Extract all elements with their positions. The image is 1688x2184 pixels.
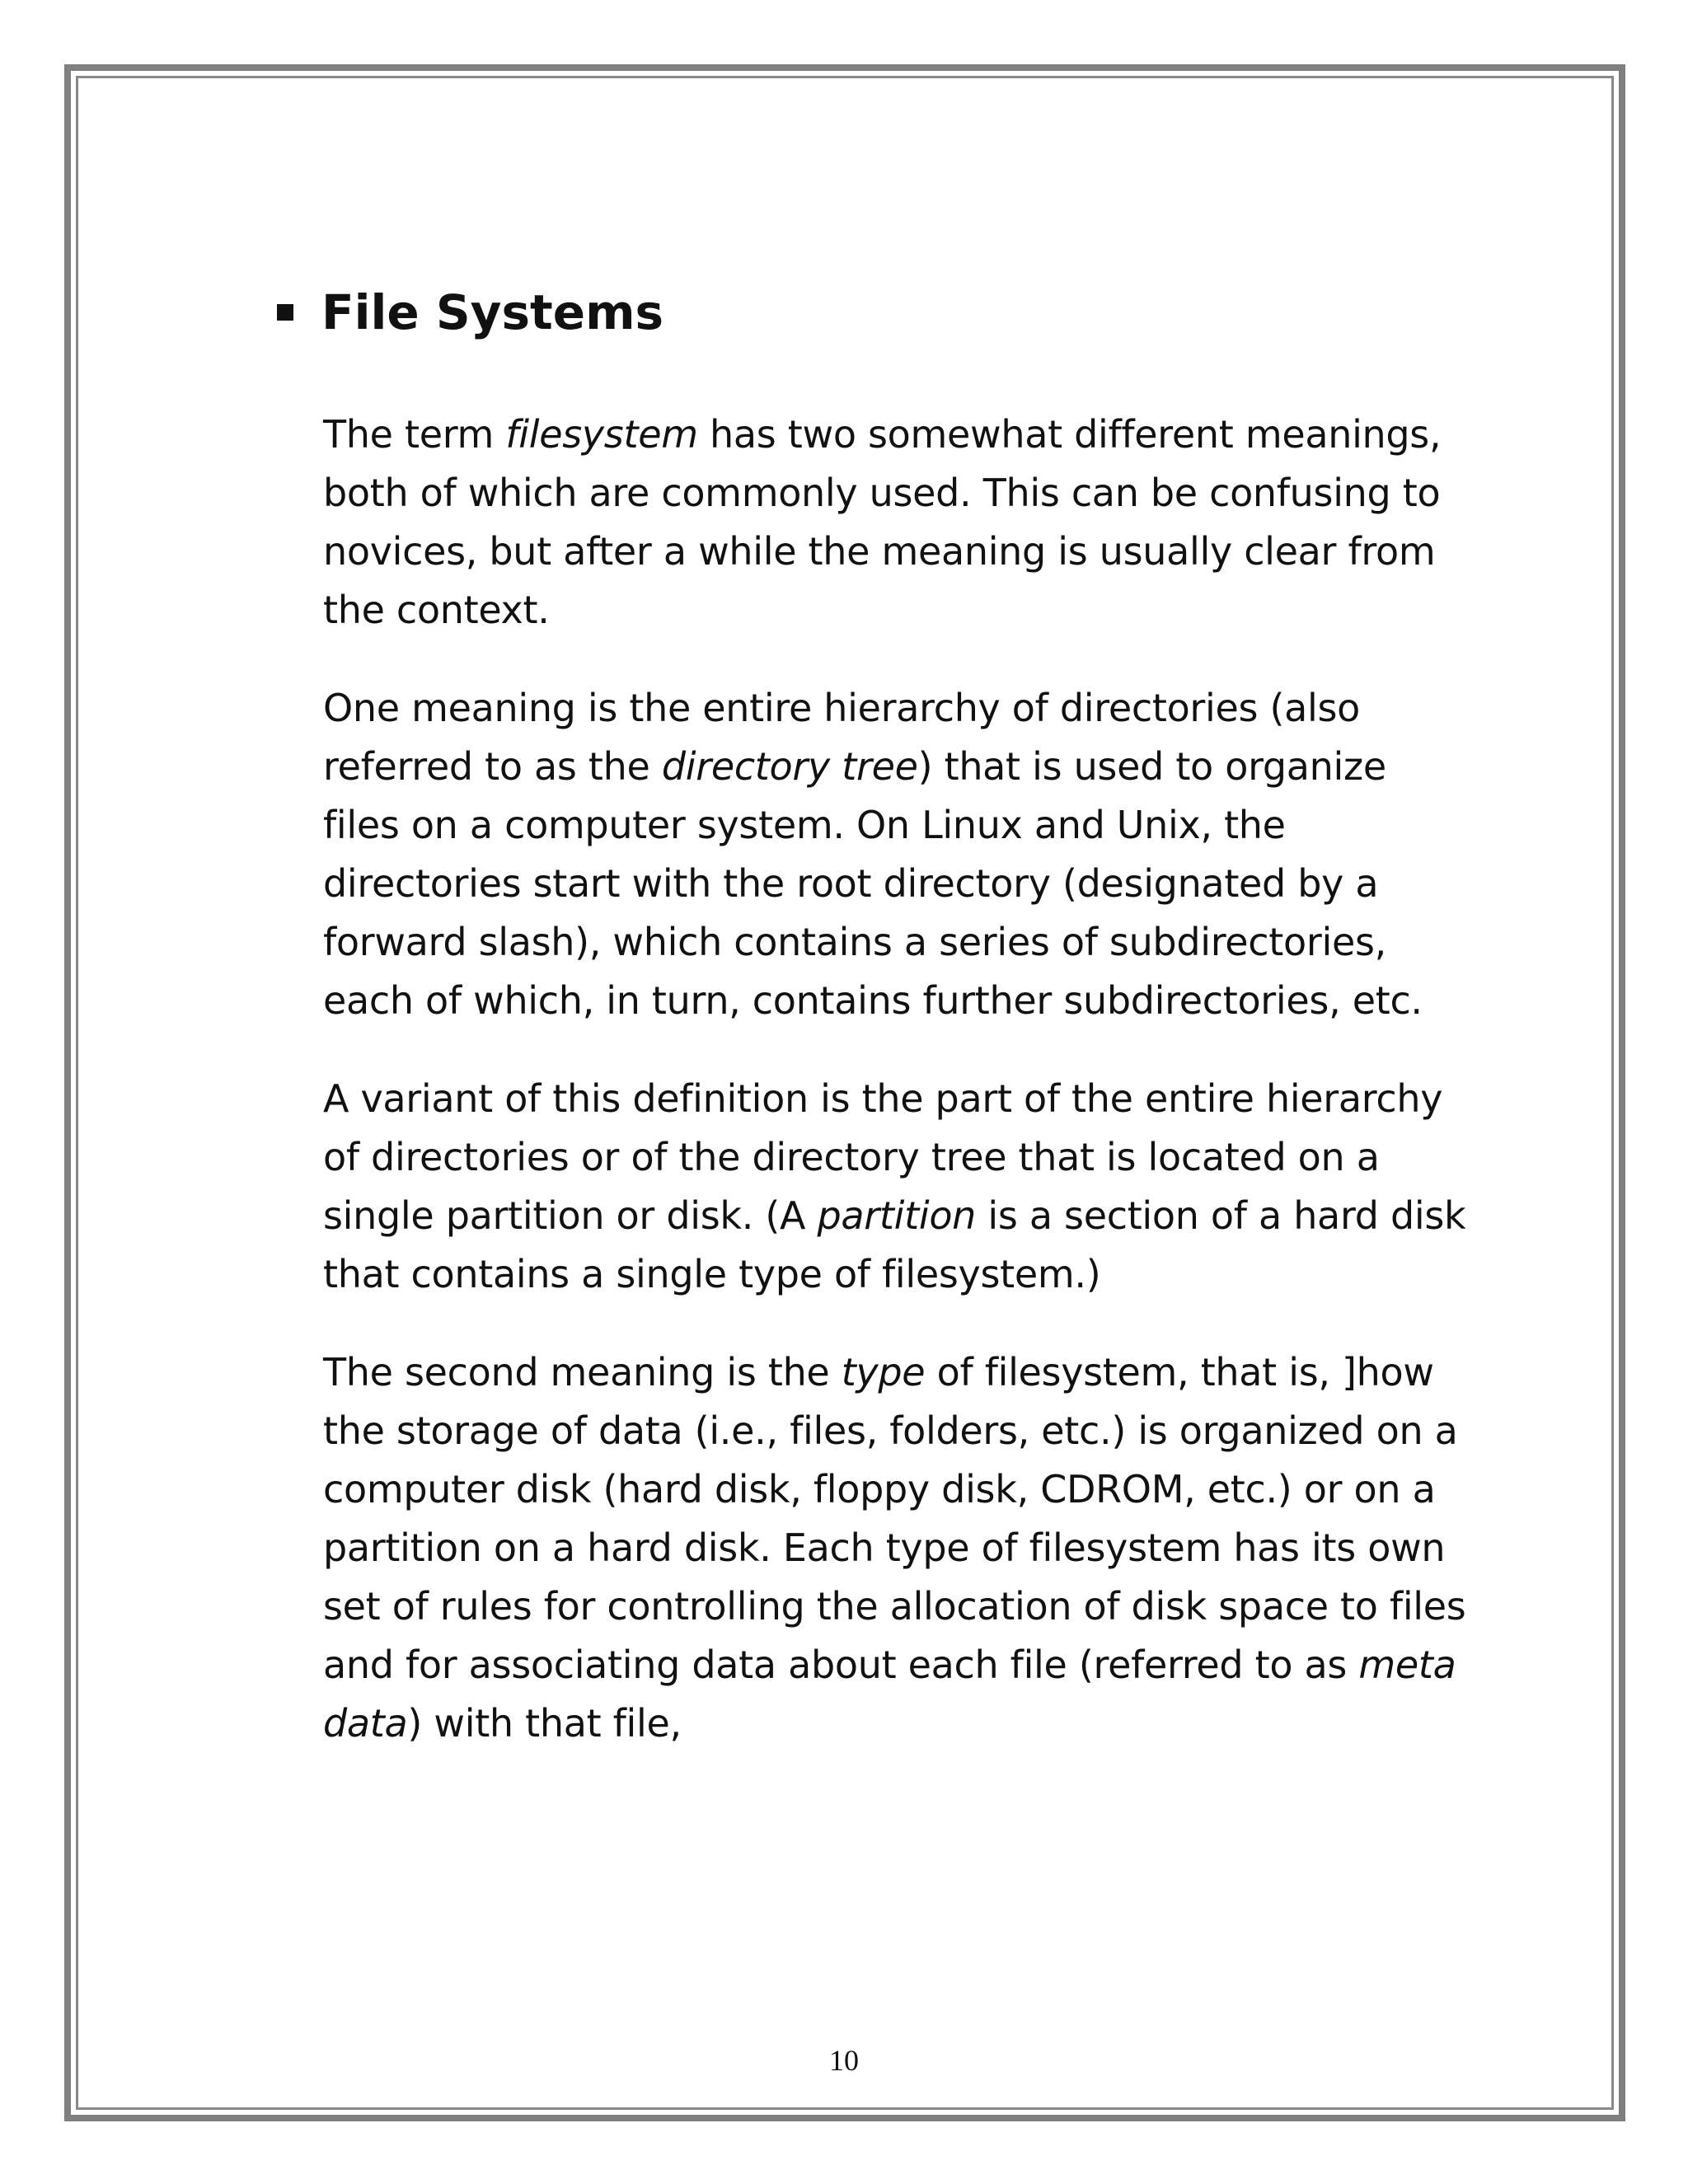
section-heading — [277, 280, 663, 344]
paragraph-3 — [323, 1070, 1469, 1304]
paragraph-3-emphasis: partition — [817, 1193, 977, 1238]
paragraph-4-emphasis-2: meta data — [323, 1643, 1456, 1746]
paragraph-2-text-b: ) that is used to organize files on a computer system. On Linux and Unix, the directories start with the root directory (designated by a forward slash), which contains a series of subdirectories, each of which, in turn, contains further subdirectories, etc. — [323, 744, 1423, 1023]
paragraph-4 — [323, 1343, 1469, 1753]
square-bullet-icon — [277, 304, 293, 321]
paragraph-1-text-b: has two somewhat different meanings, both of which are commonly used. This can be confusing to novices, but after a while the meaning is usually clear from the context. — [323, 412, 1442, 632]
paragraph-2-emphasis: directory tree — [661, 744, 918, 789]
paragraph-1-emphasis: filesystem — [505, 412, 698, 457]
body-text — [323, 405, 1469, 1793]
paragraph-2 — [323, 679, 1469, 1030]
paragraph-4-emphasis-1: type — [841, 1350, 926, 1394]
paragraph-4-text-a: The second meaning is the — [323, 1350, 842, 1394]
paragraph-3-text-a: A variant of this definition is the part of the entire hierarchy of directories or of the directory tree that is located on a single partition or disk. (A — [323, 1076, 1443, 1238]
paragraph-4-text-c: ) with that file, — [407, 1701, 682, 1746]
paragraph-4-text-b: of filesystem, that is, ]how the storage of data (i.e., files, folders, etc.) is organized on a computer disk (hard disk, floppy disk, CDROM, etc.) or on a partition on a hard disk. Each type of filesystem has its own set of rules for controlling the allocation of disk space to files and for associating data about each file (referred to as — [323, 1350, 1466, 1687]
paragraph-2-text-a: One meaning is the entire hierarchy of directories (also referred to as the — [323, 686, 1361, 789]
paragraph-3-text-b: is a section of a hard disk that contains a single type of filesystem.) — [323, 1193, 1466, 1296]
paragraph-1 — [323, 405, 1469, 640]
page-number: 10 — [829, 2044, 859, 2077]
section-heading-text: File Systems — [321, 284, 664, 340]
paragraph-1-text-a: The term — [323, 412, 506, 457]
